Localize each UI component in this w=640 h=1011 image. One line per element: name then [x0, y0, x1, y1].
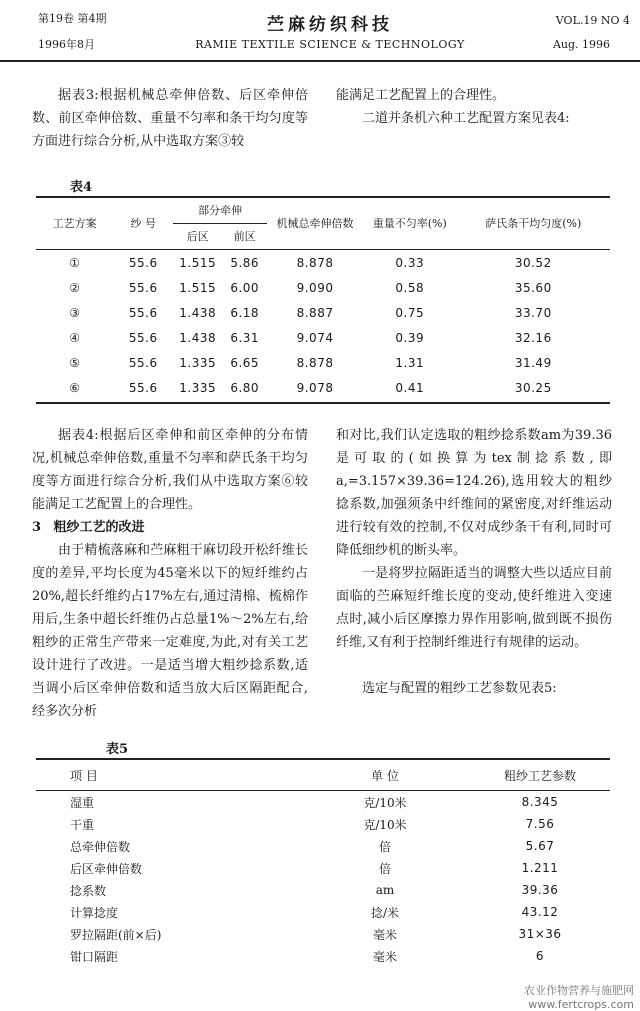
volume-issue-en: VOL.19 NO 4	[555, 14, 630, 27]
t4-cell-sayles: 30.25	[514, 380, 552, 395]
t4-cell-back: 1.335	[179, 380, 217, 395]
t4-cell-scheme: ④	[69, 330, 81, 345]
t4-cell-count: 55.6	[128, 280, 158, 295]
table4-row	[36, 375, 610, 400]
t4-cell-mech: 8.887	[296, 305, 334, 320]
t5-cell-unit: 毫米	[372, 927, 397, 942]
table5-row	[36, 835, 610, 857]
t4-cell-scheme: ②	[69, 280, 81, 295]
t5-cell-value: 1.211	[521, 861, 559, 875]
t4-cell-weight: 0.58	[395, 280, 425, 295]
date-cn: 1996年8月	[38, 38, 95, 51]
table5	[36, 758, 610, 967]
journal-title-cn: 苎麻纺织科技	[267, 15, 393, 35]
t4-cell-sayles: 30.52	[514, 255, 552, 270]
t4-cell-weight: 1.31	[395, 355, 425, 370]
table4-row	[36, 350, 610, 375]
t4-cell-mech: 9.074	[296, 330, 334, 345]
t4-cell-weight: 0.41	[395, 380, 425, 395]
t4-h-partial: 部分牵伸	[173, 197, 267, 224]
t4-cell-weight: 0.75	[395, 305, 425, 320]
mid-right-paragraph1: 和对比,我们认定选取的粗纱捻系数am为39.36是可取的(如换算为tex制捻系数,即a,=3.157×39.36=124.26),选用较大的粗纱捻系数,加强须条中纤维间的紧密度,对纤维运动进行较有效的控制,不仅对成纱条干有利,同时可降低细纱机的断头率。	[336, 428, 612, 558]
table4-row	[36, 325, 610, 350]
t4-cell-count: 55.6	[128, 255, 158, 270]
table5-row	[36, 791, 610, 814]
t5-cell-item: 钳口隔距	[70, 949, 119, 964]
t4-cell-back: 1.438	[179, 305, 217, 320]
watermark: 农业作物营养与施肥网 www.fertcrops.com	[524, 984, 634, 1011]
mid-right-paragraph3: 选定与配置的粗纱工艺参数见表5:	[362, 681, 557, 696]
table5-row	[36, 945, 610, 967]
t4-cell-front: 6.00	[230, 280, 260, 295]
t4-cell-back: 1.515	[179, 280, 217, 295]
t5-cell-unit: 克/10米	[363, 795, 407, 810]
t4-cell-sayles: 33.70	[514, 305, 552, 320]
table5-row	[36, 879, 610, 901]
journal-title-en: RAMIE TEXTILE SCIENCE & TECHNOLOGY	[195, 38, 465, 51]
t5-cell-value: 43.12	[521, 905, 559, 919]
table4-row	[36, 250, 610, 276]
t5-cell-value: 8.345	[521, 795, 559, 809]
table4	[36, 196, 610, 404]
t4-cell-scheme: ⑤	[69, 355, 81, 370]
t4-cell-front: 6.18	[230, 305, 260, 320]
t4-cell-scheme: ①	[69, 255, 81, 270]
t5-cell-value: 5.67	[525, 839, 555, 853]
t4-h-mech: 机械总牵伸倍数	[276, 217, 354, 230]
header-rule	[0, 60, 640, 62]
t5-cell-item: 罗拉隔距(前×后)	[70, 927, 162, 942]
t4-cell-front: 5.86	[230, 255, 260, 270]
mid-left-paragraph2: 由于精梳落麻和苎麻粗干麻切段开松纤维长度的差异,平均长度为45毫米以下的短纤维约占20%,超长纤维约占17%左右,通过清棉、梳棉作用后,生条中超长纤维仍占总量1%～2%左右,给粗纱的正常生产带来一定难度,为此,对有关工艺设计进行了改进。一是适当增大粗纱捻系数,适当调小后区牵伸倍数和适当放大后区隔距配合,经多次分析	[32, 543, 308, 719]
mid-left-paragraph1: 据表4:根据后区牵伸和前区牵伸的分布情况,机械总牵伸倍数,重量不匀率和萨氏条干均匀度等方面进行综合分析,我们从中选取方案⑥较能满足工艺配置上的合理性。	[32, 428, 308, 512]
t5-cell-item: 计算捻度	[70, 905, 119, 920]
t4-cell-front: 6.31	[230, 330, 260, 345]
table4-row	[36, 300, 610, 325]
t4-cell-scheme: ⑥	[69, 380, 81, 395]
t5-h-unit: 单 位	[371, 768, 399, 783]
table4-label: 表4	[70, 180, 93, 195]
t5-cell-item: 湿重	[70, 795, 95, 810]
t5-cell-unit: 毫米	[372, 949, 397, 964]
t5-cell-unit: am	[375, 883, 395, 897]
t5-h-param: 粗纱工艺参数	[503, 768, 576, 783]
t5-h-item: 项 目	[70, 768, 98, 783]
top-right-line2: 二道并条机六种工艺配置方案见表4:	[362, 111, 570, 126]
t4-h-scheme: 工艺方案	[52, 217, 97, 230]
t4-cell-count: 55.6	[128, 355, 158, 370]
t4-cell-sayles: 31.49	[514, 355, 552, 370]
t4-h-count: 纱 号	[130, 217, 156, 230]
t4-cell-scheme: ③	[69, 305, 81, 320]
t4-cell-back: 1.438	[179, 330, 217, 345]
t5-cell-value: 7.56	[525, 817, 555, 831]
volume-issue-cn: 第19卷 第4期	[38, 12, 107, 25]
t4-cell-front: 6.65	[230, 355, 260, 370]
t5-cell-item: 干重	[70, 817, 95, 832]
t5-cell-value: 39.36	[521, 883, 559, 897]
t4-cell-sayles: 32.16	[514, 330, 552, 345]
t5-cell-item: 捻系数	[70, 883, 107, 898]
t4-h-sayles: 萨氏条干均匀度(%)	[485, 217, 582, 230]
t4-cell-weight: 0.39	[395, 330, 425, 345]
t4-cell-weight: 0.33	[395, 255, 425, 270]
table5-row	[36, 813, 610, 835]
table4-row	[36, 275, 610, 300]
t5-cell-unit: 克/10米	[363, 817, 407, 832]
table4-bottom-rule	[36, 402, 610, 404]
t4-cell-mech: 8.878	[296, 355, 334, 370]
t4-cell-mech: 9.078	[296, 380, 334, 395]
t4-cell-count: 55.6	[128, 305, 158, 320]
t5-cell-unit: 倍	[378, 861, 391, 876]
t4-h-front: 前区	[233, 230, 256, 243]
table5-row	[36, 923, 610, 945]
t4-cell-mech: 9.090	[296, 280, 334, 295]
t4-cell-count: 55.6	[128, 380, 158, 395]
date-en: Aug. 1996	[552, 38, 610, 51]
table5-row	[36, 857, 610, 879]
t4-cell-back: 1.335	[179, 355, 217, 370]
section-number: 3	[32, 520, 42, 535]
t5-cell-unit: 倍	[378, 839, 391, 854]
t4-cell-count: 55.6	[128, 330, 158, 345]
t5-cell-item: 后区牵伸倍数	[70, 861, 143, 876]
t5-cell-item: 总牵伸倍数	[70, 839, 131, 854]
t4-cell-sayles: 35.60	[514, 280, 552, 295]
t5-cell-value: 31×36	[518, 927, 562, 941]
t4-h-weight: 重量不匀率(%)	[372, 217, 447, 230]
t4-cell-back: 1.515	[179, 255, 217, 270]
t4-cell-mech: 8.878	[296, 255, 334, 270]
table5-label: 表5	[106, 742, 129, 757]
top-left-paragraph: 据表3:根据机械总牵伸倍数、后区牵伸倍数、前区牵伸倍数、重量不匀率和条干均匀度等方面进行综合分析,从中选取方案③较	[32, 88, 308, 149]
table5-row	[36, 901, 610, 923]
section-3-heading	[32, 516, 144, 539]
t4-cell-front: 6.80	[230, 380, 260, 395]
mid-right-paragraph2: 一是将罗拉隔距适当的调整大些以适应目前面临的苎麻短纤维长度的变动,使纤维进入变速点时,减小后区摩擦力界作用影响,做到既不损伤纤维,又有利于控制纤维进行有规律的运动。	[336, 566, 612, 650]
t5-cell-value: 6	[535, 949, 545, 963]
top-right-line1: 能满足工艺配置上的合理性。	[336, 88, 506, 103]
t5-cell-unit: 捻/米	[370, 905, 400, 920]
t4-h-back: 后区	[186, 230, 209, 243]
section-title: 粗纱工艺的改进	[53, 520, 145, 535]
